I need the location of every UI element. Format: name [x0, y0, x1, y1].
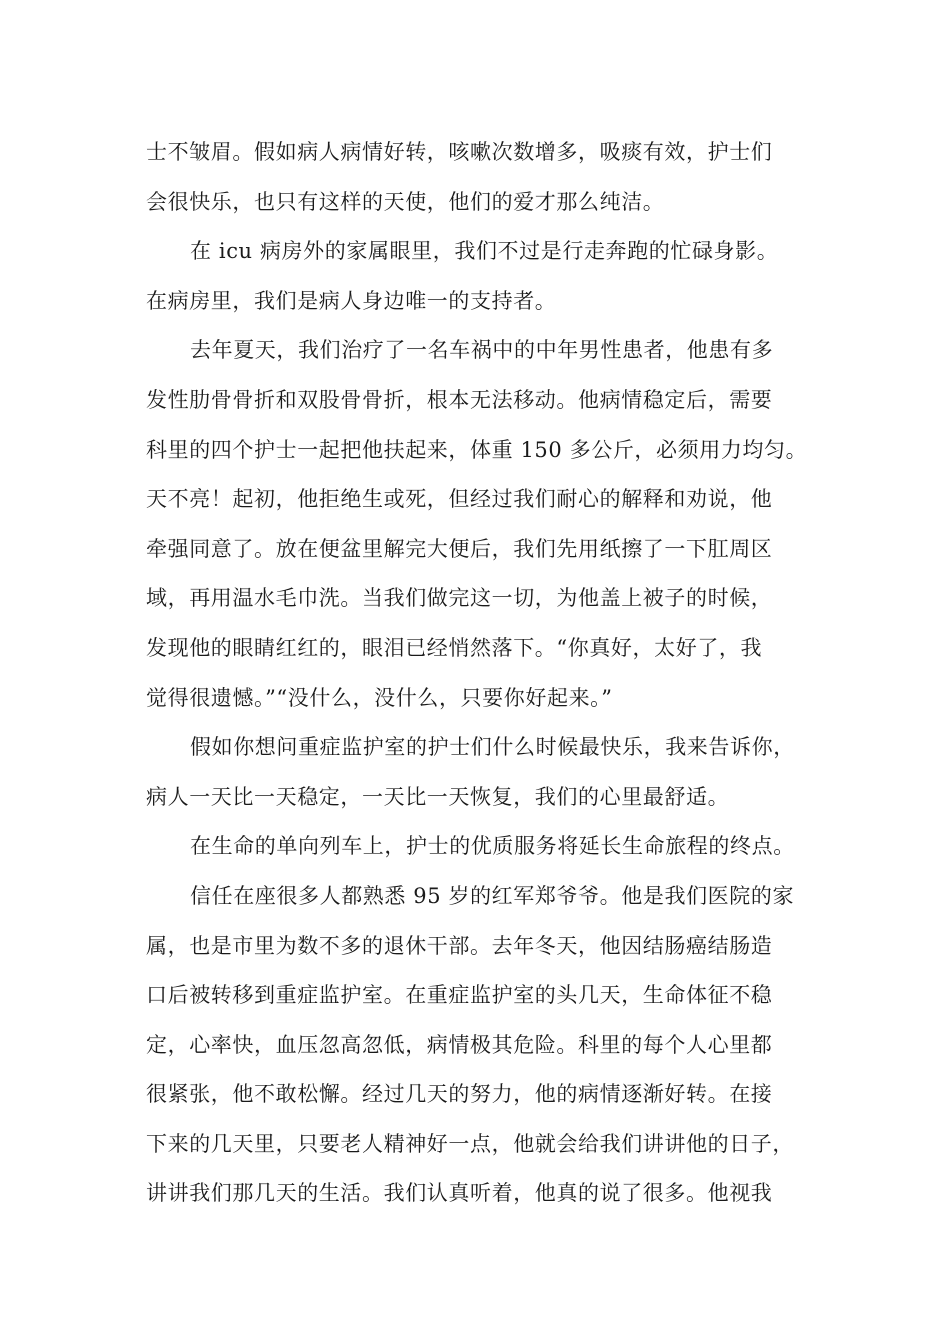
text-line: 定，心率快，血压忽高忽低，病情极其危险。科里的每个人心里都: [146, 1032, 773, 1057]
text-line: 讲讲我们那几天的生活。我们认真听着，他真的说了很多。他视我: [146, 1181, 773, 1206]
text-line: 属，也是市里为数不多的退休干部。去年冬天，他因结肠癌结肠造: [146, 933, 773, 958]
text-line: 信任在座很多人都熟悉 95 岁的红军郑爷爷。他是我们医院的家: [190, 883, 795, 908]
text-line: 下来的几天里，只要老人精神好一点，他就会给我们讲讲他的日子，: [146, 1131, 794, 1156]
text-line: 在 icu 病房外的家属眼里，我们不过是行走奔跑的忙碌身影。: [190, 239, 779, 264]
text-line: 域，再用温水毛巾洗。当我们做完这一切，为他盖上被子的时候，: [146, 586, 773, 611]
text-line: 牵强同意了。放在便盆里解完大便后，我们先用纸擦了一下肛周区: [146, 536, 773, 561]
text-line: 病人一天比一天稳定，一天比一天恢复，我们的心里最舒适。: [146, 784, 730, 809]
text-line: 觉得很遗憾。”“没什么，没什么，只要你好起来。”: [146, 685, 613, 710]
text-line: 在病房里，我们是病人身边唯一的支持者。: [146, 288, 557, 313]
text-line: 会很快乐，也只有这样的天使，他们的爱才那么纯洁。: [146, 189, 665, 214]
text-line: 假如你想问重症监护室的护士们什么时候最快乐，我来告诉你，: [190, 735, 795, 760]
text-line: 去年夏天，我们治疗了一名车祸中的中年男性患者，他患有多: [190, 338, 774, 363]
text-line: 发性肋骨骨折和双股骨骨折，根本无法移动。他病情稳定后，需要: [146, 387, 773, 412]
text-line: 在生命的单向列车上，护士的优质服务将延长生命旅程的终点。: [190, 834, 795, 859]
body-text: [146, 128, 826, 1219]
text-line: 科里的四个护士一起把他扶起来，体重 150 多公斤，必须用力均匀。: [146, 437, 808, 462]
text-line: 口后被转移到重症监护室。在重症监护室的头几天，生命体征不稳: [146, 983, 773, 1008]
text-line: 士不皱眉。假如病人病情好转，咳嗽次数增多，吸痰有效，护士们: [146, 140, 773, 164]
text-line: 很紧张，他不敢松懈。经过几天的努力，他的病情逐渐好转。在接: [146, 1082, 773, 1107]
text-line: 发现他的眼睛红红的，眼泪已经悄然落下。“你真好，太好了，我: [146, 635, 763, 660]
text-line: 天不亮！起初，他拒绝生或死，但经过我们耐心的解释和劝说，他: [146, 487, 773, 512]
